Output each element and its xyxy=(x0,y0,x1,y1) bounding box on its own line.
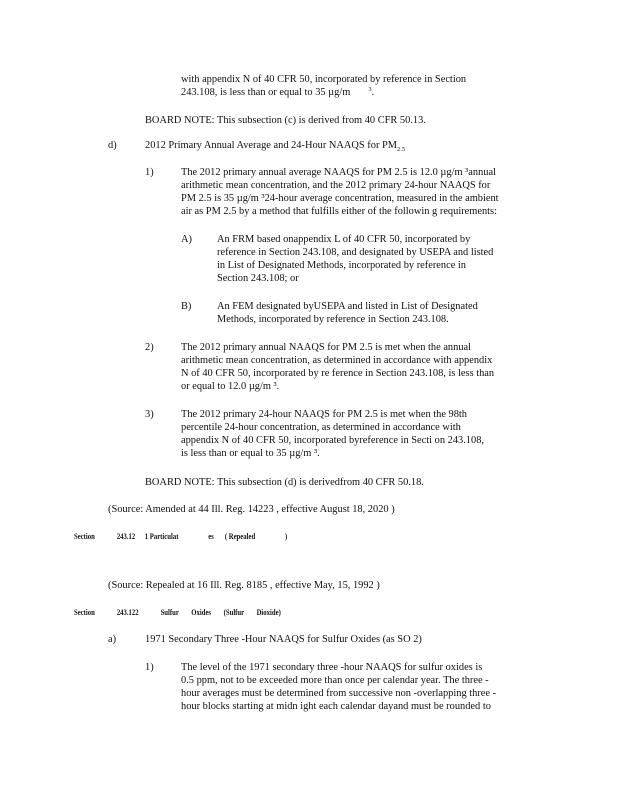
text-line: The 2012 primary annual average NAAQS for PM 2.5 is 12.0 µg/m ³annual xyxy=(181,167,496,178)
source-repealed: (Source: Repealed at 16 Ill. Reg. 8185 , effective May, 15, 1992 ) xyxy=(108,580,380,591)
subsection-d-label: d) xyxy=(108,140,117,151)
section-status: ( Repealed xyxy=(224,531,256,541)
subsection-a-heading: 1971 Secondary Three -Hour NAAQS for Sulfur Oxides (as SO 2) xyxy=(145,634,422,645)
text-line: reference in Section 243.108, and designated by USEPA and listed xyxy=(217,247,494,258)
source-amended: (Source: Amended at 44 Ill. Reg. 14223 , effective August 18, 2020 ) xyxy=(108,504,395,515)
section-243-122-heading xyxy=(74,606,281,618)
heading-subscript: 2.5 xyxy=(397,146,406,154)
item-2-text xyxy=(181,341,494,393)
section-title: Sulfur Oxides (Sulfur Dioxide) xyxy=(160,607,281,617)
text-line: 0.5 ppm, not to be exceeded more than once per calendar year. The three - xyxy=(181,675,489,686)
heading-text: 2012 Primary Annual Average and 24-Hour NAAQS for PM xyxy=(145,140,398,151)
section-title: 1 Particulat xyxy=(144,531,179,541)
a-item-1-text xyxy=(181,661,496,713)
text-line: Methods, incorporated by reference in Section 243.108. xyxy=(217,314,449,325)
text-line: with appendix N of 40 CFR 50, incorporated by reference in Section xyxy=(181,74,467,85)
subitem-b-text xyxy=(217,300,478,326)
text-line: hour blocks starting at midn ight each calendar dayand must be rounded to xyxy=(181,701,491,712)
text-line: appendix N of 40 CFR 50, incorporated byreference in Secti on 243.108, xyxy=(181,435,484,446)
text-line: arithmetic mean concentration, and the 2012 primary 24-hour NAAQS for xyxy=(181,180,491,191)
board-note-d: BOARD NOTE: This subsection (d) is derivedfrom 40 CFR 50.18. xyxy=(145,477,424,488)
text-line: PM 2.5 is 35 µg/m ³24-hour average concentration, measured in the ambient xyxy=(181,193,499,204)
item-3-label: 3) xyxy=(145,409,154,420)
subitem-b-label: B) xyxy=(181,301,192,312)
item-1-label: 1) xyxy=(145,167,154,178)
subsection-d-heading xyxy=(145,139,405,152)
text-line: An FRM based onappendix L of 40 CFR 50, incorporated by xyxy=(217,234,471,245)
section-number: 243.12 xyxy=(116,531,136,541)
text-line: The 2012 primary annual NAAQS for PM 2.5 is met when the annual xyxy=(181,342,472,353)
text-line: is less than or equal to 35 µg/m ³. xyxy=(181,448,320,459)
item-3-text xyxy=(181,408,484,460)
a-item-1-label: 1) xyxy=(145,662,154,673)
text-line: Section 243.108; or xyxy=(217,273,299,284)
subitem-a-label: A) xyxy=(181,234,192,245)
text-line: or equal to 12.0 µg/m ³. xyxy=(181,381,280,392)
section-number: 243.122 xyxy=(116,607,139,617)
section-status-close: ) xyxy=(284,531,288,541)
text-line: The level of the 1971 secondary three -hour NAAQS for sulfur oxides is xyxy=(181,662,483,673)
board-note-c: BOARD NOTE: This subsection (c) is derived from 40 CFR 50.13. xyxy=(145,115,426,126)
subsection-a-label: a) xyxy=(108,634,117,645)
subitem-a-text xyxy=(217,233,493,285)
text-line: N of 40 CFR 50, incorporated by re ference in Section 243.108, is less than xyxy=(181,368,495,379)
item-1-text xyxy=(181,166,499,218)
text-line: arithmetic mean concentration, as determined in accordance with appendix xyxy=(181,355,493,366)
text-line: percentile 24-hour concentration, as determined in accordance with xyxy=(181,422,461,433)
section-243-121-heading xyxy=(74,530,287,542)
item-2-label: 2) xyxy=(145,342,154,353)
text-line: 243.108, is less than or equal to 35 µg/m $^3$. xyxy=(181,85,375,98)
text-line: hour averages must be determined from successive non -overlapping three - xyxy=(181,688,497,699)
section-title-end: es xyxy=(208,531,214,541)
text-line: in List of Designated Methods, incorporated by reference in xyxy=(217,260,467,271)
text-line: The 2012 primary 24-hour NAAQS for PM 2.5 is met when the 98th xyxy=(181,409,467,420)
text-line: An FEM designated byUSEPA and listed in List of Designated xyxy=(217,301,478,312)
appendix-continuation xyxy=(181,73,466,99)
text-line-body: 243.108, is less than or equal to 35 µg/m xyxy=(181,87,351,98)
section-word: Section xyxy=(74,531,95,541)
section-word: Section xyxy=(74,607,95,617)
text-line: air as PM 2.5 by a method that fulfills either of the followin g requirements: xyxy=(181,206,497,217)
